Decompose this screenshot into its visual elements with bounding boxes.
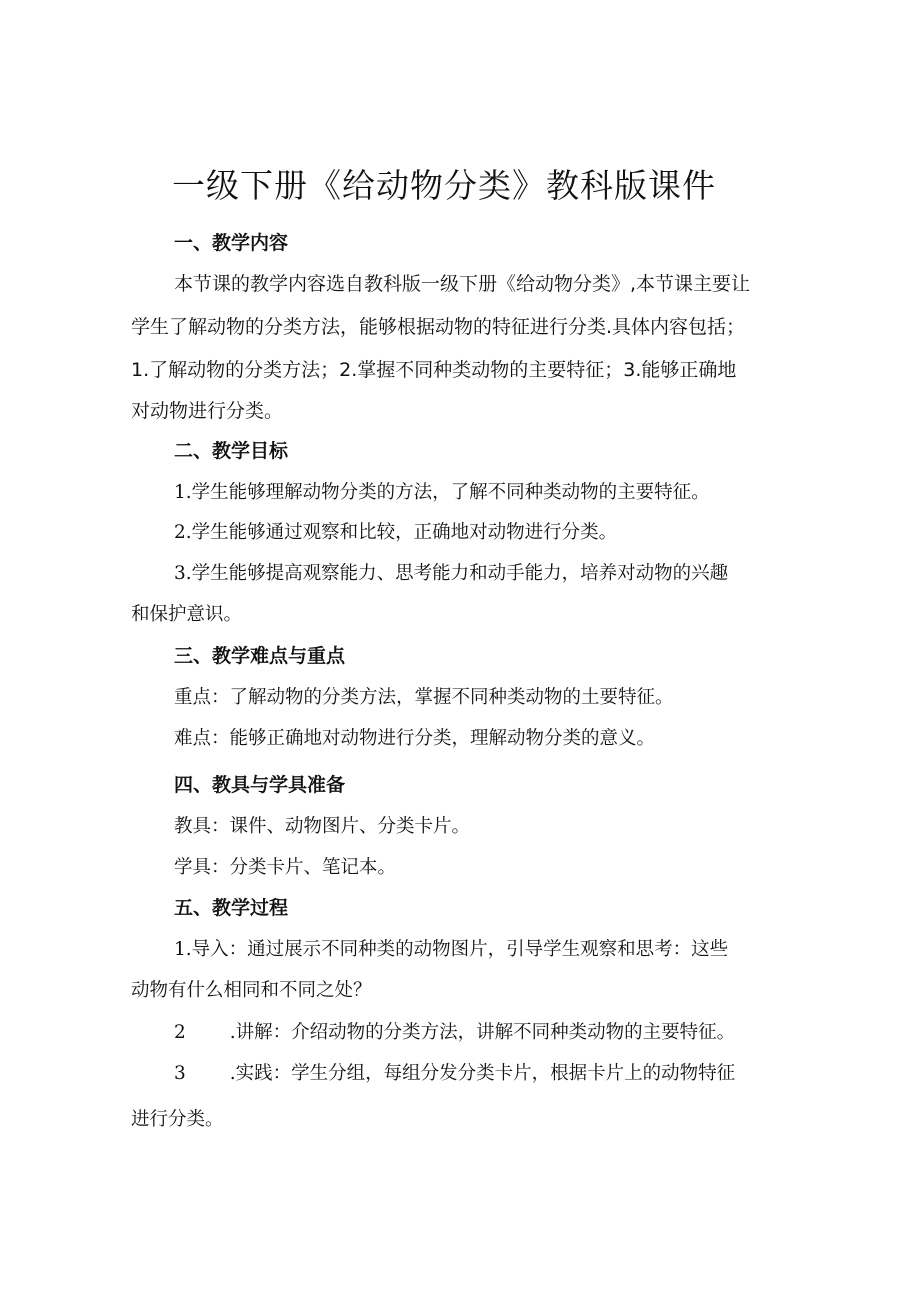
paragraph: 1.学生能够理解动物分类的方法，了解不同种类动物的主要特征。 (174, 482, 710, 503)
paragraph: 本节课的教学内容选自教科版一级下册《给动物分类》,本节课主要让 (174, 273, 751, 295)
section-heading-content: 一、教学内容 (174, 232, 289, 254)
section-heading-objectives: 二、教学目标 (174, 440, 289, 462)
paragraph: 1.了解动物的分类方法；2.掌握不同种类动物的主要特征；3.能够正确地 (131, 359, 737, 381)
item-number: 2 (174, 1022, 186, 1043)
paragraph: 3.学生能够提高观察能力、思考能力和动手能力，培养对动物的兴趣 (174, 563, 729, 584)
section-heading-process: 五、教学过程 (174, 897, 289, 919)
numbered-paragraph (174, 1053, 735, 1094)
section-heading-key-points: 三、教学难点与重点 (174, 645, 346, 667)
paragraph: 教具：课件、动物图片、分类卡片。 (174, 816, 471, 837)
paragraph: 对动物进行分类。 (131, 400, 284, 422)
paragraph: 难点：能够正确地对动物进行分类，理解动物分类的意义。 (174, 728, 656, 749)
paragraph: 进行分类。 (131, 1109, 224, 1130)
paragraph: 和保护意识。 (131, 604, 243, 625)
item-text: .实践：学生分组，每组分发分类卡片，根据卡片上的动物特征 (229, 1063, 736, 1084)
paragraph: 学生了解动物的分类方法，能够根据动物的特征进行分类.具体内容包括； (131, 316, 746, 338)
document-title: 一级下册《给动物分类》教科版课件 (172, 166, 716, 205)
paragraph: 1.导入：通过展示不同种类的动物图片，引导学生观察和思考：这些 (174, 939, 729, 960)
paragraph: 动物有什么相同和不同之处？ (131, 980, 372, 1001)
section-heading-materials: 四、教具与学具准备 (174, 774, 346, 796)
item-text: .讲解：介绍动物的分类方法，讲解不同种类动物的主要特征。 (229, 1022, 736, 1043)
paragraph: 2.学生能够通过观察和比较，正确地对动物进行分类。 (174, 522, 618, 543)
item-number: 3 (174, 1063, 186, 1084)
paragraph: 学具：分类卡片、笔记本。 (174, 857, 397, 878)
paragraph: 重点：了解动物的分类方法，掌握不同种类动物的土要特征。 (174, 687, 674, 708)
numbered-paragraph (174, 1012, 735, 1053)
